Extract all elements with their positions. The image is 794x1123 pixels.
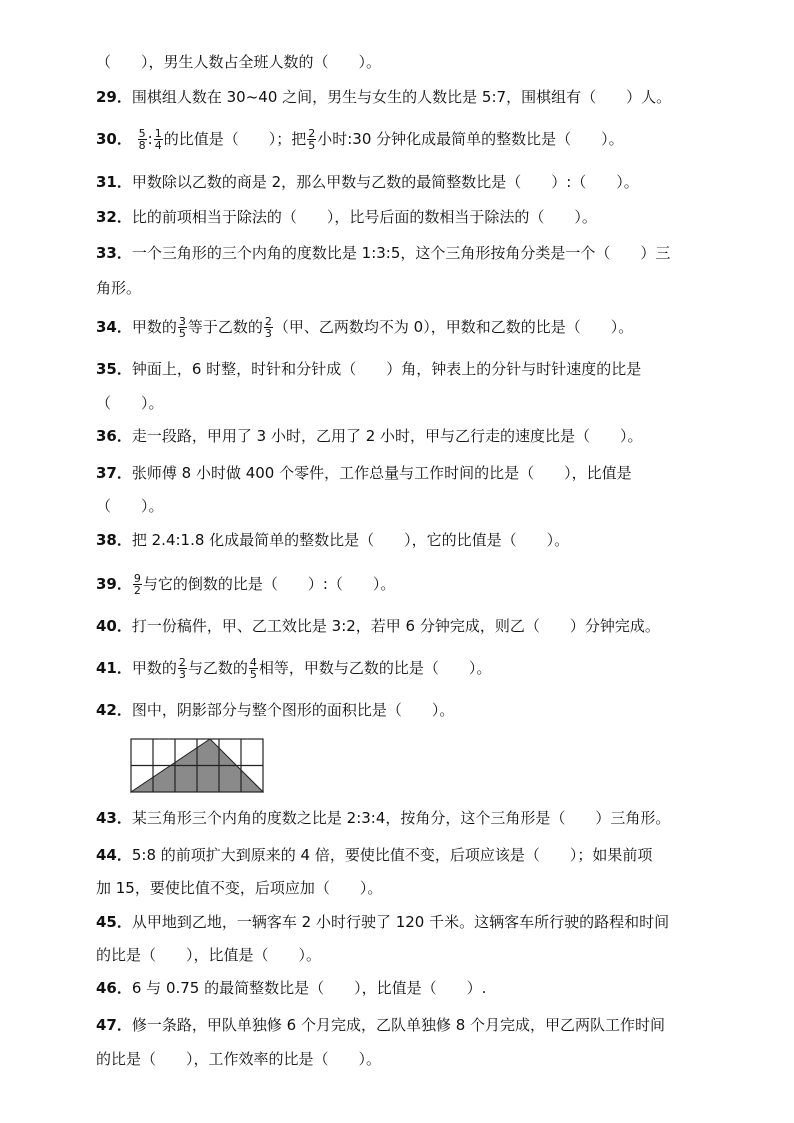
question-text: 修一条路，甲队单独修 6 个月完成，乙队单独修 8 个月完成，甲乙两队工作时间	[131, 1016, 666, 1034]
question-number: 35．	[96, 360, 132, 378]
question-text: 比的前项相当于除法的（ ），比号后面的数相当于除法的（ ）。	[131, 208, 597, 226]
question-35-continuation: （ ）。	[96, 394, 164, 412]
question-37-continuation: （ ）。	[96, 497, 164, 515]
question-number: 42．	[96, 701, 132, 719]
question-38	[96, 530, 569, 550]
question-number: 30．	[96, 130, 132, 148]
question-46	[96, 978, 486, 998]
question-number: 36．	[96, 427, 132, 445]
fraction: $\frac{2}{3}$	[264, 315, 272, 340]
question-number: 38．	[96, 531, 132, 549]
question-34: 34．甲数的 $\frac{3}{5}$ 等于乙数的 $\frac{2}{3}$ （甲、乙两数均不为 0），甲数和乙数的比是（ ）。	[96, 315, 634, 340]
question-number: 29．	[96, 88, 132, 106]
question-number: 32．	[96, 208, 132, 226]
question-39: 39． $\frac{9}{2}$ 与它的倒数的比是（ ）:（ ）。	[96, 572, 396, 597]
question-text: 把 2.4:1.8 化成最简单的整数比是（ ），它的比值是（ ）。	[131, 531, 570, 549]
question-33	[96, 243, 670, 263]
question-text: 走一段路，甲用了 3 小时，乙用了 2 小时，甲与乙行走的速度比是（ ）。	[131, 427, 643, 445]
question-number: 44．	[96, 846, 132, 864]
question-text: 甲数除以乙数的商是 2，那么甲数与乙数的最简整数比是（ ）:（ ）。	[131, 173, 639, 191]
question-44	[96, 845, 652, 865]
question-32	[96, 207, 597, 227]
question-47	[96, 1015, 665, 1035]
grid-triangle-figure	[130, 738, 266, 794]
question-29	[96, 87, 671, 107]
question-text: 某三角形三个内角的度数之比是 2:3:4，按角分，这个三角形是（ ）三角形。	[131, 809, 671, 827]
question-number: 43．	[96, 809, 132, 827]
question-number: 47．	[96, 1016, 132, 1034]
question-number: 31．	[96, 173, 132, 191]
question-number: 41．	[96, 659, 132, 677]
question-text: 从甲地到乙地，一辆客车 2 小时行驶了 120 千米。这辆客车所行驶的路程和时间	[131, 913, 670, 931]
question-number: 37．	[96, 464, 132, 482]
question-42	[96, 700, 454, 720]
question-text: 围棋组人数在 30~40 之间，男生与女生的人数比是 5:7，围棋组有（ ）人。	[131, 88, 672, 106]
question-text: 打一份稿件，甲、乙工效比是 3:2，若甲 6 分钟完成，则乙（ ）分钟完成。	[131, 617, 660, 635]
question-43	[96, 808, 670, 828]
question-text: 一个三角形的三个内角的度数比是 1:3:5，这个三角形按角分类是一个（ ）三	[131, 244, 671, 262]
question-37	[96, 463, 632, 483]
question-40	[96, 616, 660, 636]
fraction: $\frac{5}{8}$	[138, 127, 146, 152]
question-number: 39．	[96, 575, 132, 593]
fraction: $\frac{9}{2}$	[133, 572, 141, 597]
question-35	[96, 359, 641, 379]
fraction: $\frac{4}{5}$	[249, 656, 257, 681]
fraction: $\frac{2}{5}$	[308, 127, 316, 152]
question-number: 40．	[96, 617, 132, 635]
question-47-continuation: 的比是（ ），工作效率的比是（ ）。	[96, 1050, 382, 1068]
fraction: $\frac{1}{4}$	[154, 127, 162, 152]
fraction: $\frac{2}{3}$	[178, 656, 186, 681]
question-number: 45．	[96, 913, 132, 931]
question-41: 41．甲数的 $\frac{2}{3}$ 与乙数的 $\frac{4}{5}$ 相等，甲数与乙数的比是（ ）。	[96, 656, 492, 681]
question-text: 图中，阴影部分与整个图形的面积比是（ ）。	[131, 701, 455, 719]
question-text: 5:8 的前项扩大到原来的 4 倍，要使比值不变，后项应该是（ ）；如果前项	[131, 846, 653, 864]
question-44-continuation: 加 15，要使比值不变，后项应加（ ）。	[96, 879, 383, 897]
question-text: 钟面上，6 时整，时针和分针成（ ）角，钟表上的分针与时针速度的比是	[131, 360, 642, 378]
q28-continuation: （ ），男生人数占全班人数的（ ）。	[96, 53, 382, 71]
fraction: $\frac{3}{5}$	[178, 315, 186, 340]
question-36	[96, 426, 643, 446]
question-number: 46．	[96, 979, 132, 997]
question-45	[96, 912, 669, 932]
question-text: 6 与 0.75 的最简整数比是（ ），比值是（ ）.	[131, 979, 487, 997]
question-45-continuation: 的比是（ ），比值是（ ）。	[96, 946, 322, 964]
question-number: 34．	[96, 318, 132, 336]
question-33-continuation: 角形。	[96, 279, 142, 297]
question-text: 张师傅 8 小时做 400 个零件，工作总量与工作时间的比是（ ），比值是	[131, 464, 632, 482]
question-30: 30． $\frac{5}{8}$ : $\frac{1}{4}$ 的比值是（ ）；把 $\frac{2}{5}$ 小时:30 分钟化成最简单的整数比是（ ）。	[96, 127, 624, 152]
question-31	[96, 172, 639, 192]
question-number: 33．	[96, 244, 132, 262]
